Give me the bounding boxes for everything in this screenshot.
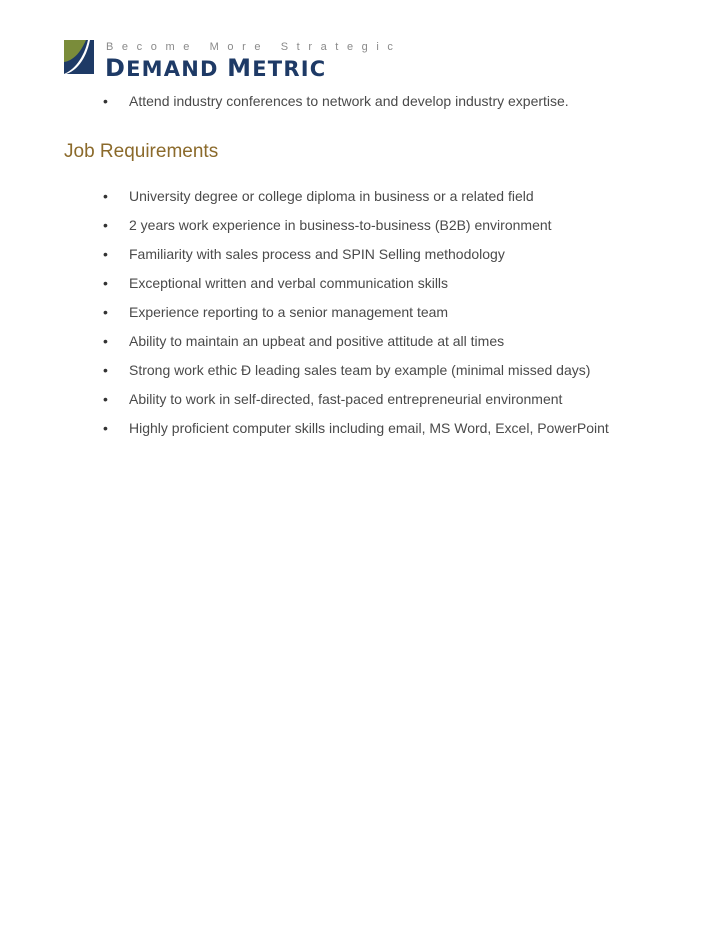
list-item-text: Strong work ethic Ð leading sales team by example (minimal missed days) (129, 362, 591, 378)
demand-metric-logo (64, 40, 402, 82)
bullet-icon: • (103, 304, 108, 320)
list-item-text: University degree or college diploma in business or a related field (129, 188, 534, 204)
list-item-text: Exceptional written and verbal communication skills (129, 275, 449, 291)
demand-metric-logo-mark-icon (64, 40, 94, 74)
list-item-text: Experience reporting to a senior management team (129, 304, 449, 320)
bullet-icon: • (103, 420, 108, 436)
brand-second-initial: M (227, 54, 253, 82)
bullet-icon: • (103, 333, 108, 349)
brand-second-rest: ETRIC (252, 57, 327, 81)
list-item-text: 2 years work experience in business-to-business (B2B) environment (129, 217, 552, 233)
bullet-icon: • (103, 217, 108, 233)
list-item-text: Ability to maintain an upbeat and positive attitude at all times (129, 333, 505, 349)
list-item-text: Highly proficient computer skills including email, MS Word, Excel, PowerPoint (129, 420, 609, 436)
bullet-icon: • (103, 275, 108, 291)
bullet-icon: • (103, 188, 108, 204)
brand-first-initial: D (105, 54, 127, 82)
brand-first-rest: EMAND (126, 57, 219, 81)
bullet-icon: • (103, 246, 108, 262)
logo-brand-name (105, 54, 326, 82)
bullet-icon: • (103, 93, 108, 109)
bullet-icon: • (103, 391, 108, 407)
bullet-icon: • (103, 362, 108, 378)
list-item-text: Ability to work in self-directed, fast-paced entrepreneurial environment (129, 391, 563, 407)
list-item-text: Attend industry conferences to network and develop industry expertise. (129, 93, 569, 109)
section-heading-job-requirements: Job Requirements (64, 141, 219, 162)
logo-tagline: Become More Strategic (106, 41, 402, 53)
list-item-text: Familiarity with sales process and SPIN Selling methodology (129, 246, 505, 262)
